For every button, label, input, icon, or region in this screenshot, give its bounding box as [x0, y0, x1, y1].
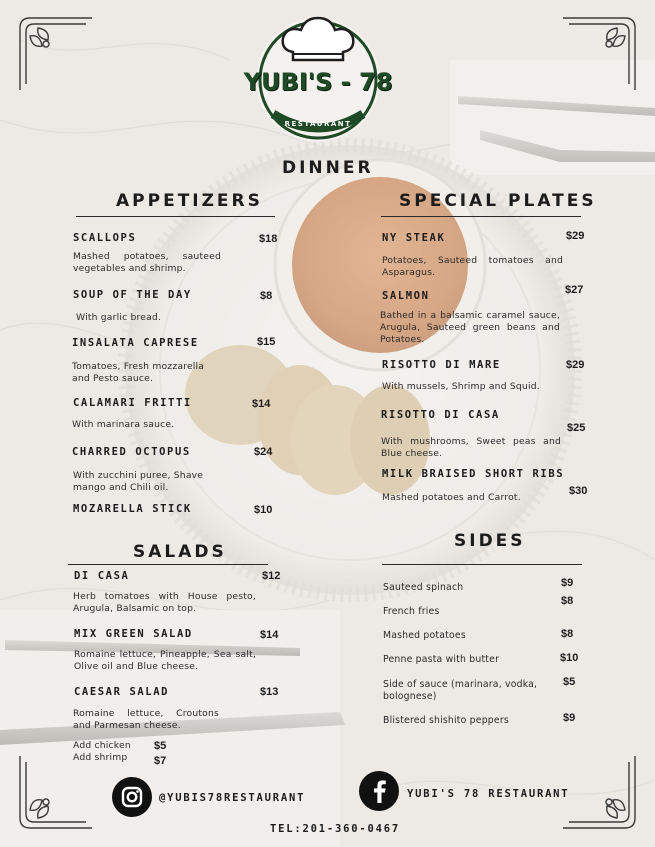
appetizer-name: SOUP OF THE DAY [73, 289, 192, 301]
appetizer-price: $15 [257, 336, 276, 348]
appetizer-description: With garlic bread. [76, 312, 162, 323]
side-price: $8 [561, 628, 574, 640]
special-plate-description: With mushrooms, Sweet peas and Blue cheese. [381, 436, 561, 459]
special-plate-name: MILK BRAISED SHORT RIBS [382, 468, 565, 480]
side-name: Penne pasta with butter [383, 654, 500, 665]
salad-price: $13 [260, 686, 279, 698]
instagram-handle[interactable]: @YUBIS78RESTAURANT [159, 792, 306, 804]
instagram-icon[interactable] [112, 777, 152, 817]
corner-ornament-bottom-left [16, 752, 96, 832]
logo-name: YUBI'S - 78 [243, 68, 393, 96]
special-plate-price: $25 [567, 422, 586, 434]
phone-number[interactable]: TEL:201-360-0467 [270, 823, 400, 835]
special-plate-price: $27 [565, 284, 584, 296]
salads-heading: SALADS [133, 542, 227, 562]
restaurant-logo [233, 10, 403, 150]
side-price: $8 [561, 595, 574, 607]
side-name: Mashed potatoes [383, 630, 466, 641]
salad-addon-label: Add shrimp [73, 752, 128, 763]
special-plates-divider [381, 216, 581, 217]
appetizer-price: $18 [259, 233, 278, 245]
special-plate-description: Bathed in a balsamic caramel sauce, Arugula, Sauteed green beans and Potatoes. [380, 310, 560, 345]
salad-description: Herb tomatoes with House pesto, Arugula, Balsamic on top. [73, 591, 256, 614]
appetizer-price: $24 [254, 446, 273, 458]
corner-ornament-bottom-right [559, 752, 639, 832]
salad-price: $14 [260, 629, 279, 641]
side-price: $9 [561, 577, 574, 589]
appetizer-description: Mashed potatoes, sauteed vegetables and shrimp. [73, 251, 221, 274]
special-plate-name: RISOTTO DI CASA [381, 409, 500, 421]
salads-divider [68, 564, 268, 565]
menu-title: DINNER [282, 158, 374, 178]
special-plate-description: Mashed potatoes and Carrot. [382, 492, 521, 503]
side-name: French fries [383, 606, 440, 617]
special-plate-price: $29 [566, 359, 585, 371]
appetizer-name: MOZARELLA STICK [73, 503, 192, 515]
special-plate-description: Potatoes, Sauteed tomatoes and Asparagus. [382, 255, 563, 278]
special-plate-price: $30 [569, 485, 588, 497]
side-price: $10 [560, 652, 579, 664]
appetizer-name: SCALLOPS [73, 232, 137, 244]
side-price: $9 [563, 712, 576, 724]
special-plates-heading: SPECIAL PLATES [399, 191, 597, 211]
special-plate-name: SALMON [382, 290, 430, 302]
salad-name: CAESAR SALAD [74, 686, 170, 698]
appetizer-name: CHARRED OCTOPUS [72, 446, 191, 458]
salad-addon-price: $5 [154, 740, 167, 752]
logo-subtitle: RESTAURANT [284, 120, 352, 128]
sides-heading: SIDES [454, 531, 526, 551]
appetizer-description: With marinara sauce. [72, 419, 175, 430]
salad-addon-price: $7 [154, 755, 167, 767]
sides-divider [382, 564, 582, 565]
side-name: Side of sauce (marinara, vodka, bolognese) [383, 679, 538, 702]
special-plate-name: RISOTTO DI MARE [382, 359, 501, 371]
salad-name: MIX GREEN SALAD [74, 628, 193, 640]
facebook-page[interactable]: YUBI'S 78 RESTAURANT [407, 788, 570, 800]
appetizers-divider [76, 216, 275, 217]
special-plate-price: $29 [566, 230, 585, 242]
side-price: $5 [563, 676, 576, 688]
appetizer-price: $8 [260, 290, 273, 302]
side-name: Blistered shishito peppers [383, 715, 509, 726]
appetizer-description: Tomatoes, Fresh mozzarella and Pesto sauce. [72, 361, 205, 384]
side-name: Sauteed spinach [383, 582, 464, 593]
appetizer-description: With zucchini puree, Shave mango and Chili oil. [73, 470, 204, 493]
corner-ornament-top-left [16, 14, 96, 94]
appetizers-heading: APPETIZERS [116, 191, 263, 211]
appetizer-price: $14 [252, 398, 271, 410]
salad-price: $12 [262, 570, 281, 582]
appetizer-name: INSALATA CAPRESE [72, 337, 199, 349]
special-plate-description: With mussels, Shrimp and Squid. [382, 381, 540, 392]
appetizer-price: $10 [254, 504, 273, 516]
salad-name: DI CASA [74, 570, 130, 582]
salad-description: Romaine lettuce, Croutons and Parmesan cheese. [73, 708, 219, 731]
special-plate-name: NY STEAK [382, 232, 446, 244]
corner-ornament-top-right [559, 14, 639, 94]
salad-description: Romaine lettuce, Pineapple, Sea salt, Olive oil and Blue cheese. [74, 649, 256, 672]
appetizer-name: CALAMARI FRITTI [73, 397, 192, 409]
facebook-icon[interactable] [359, 771, 399, 811]
salad-addon-label: Add chicken [73, 740, 131, 751]
